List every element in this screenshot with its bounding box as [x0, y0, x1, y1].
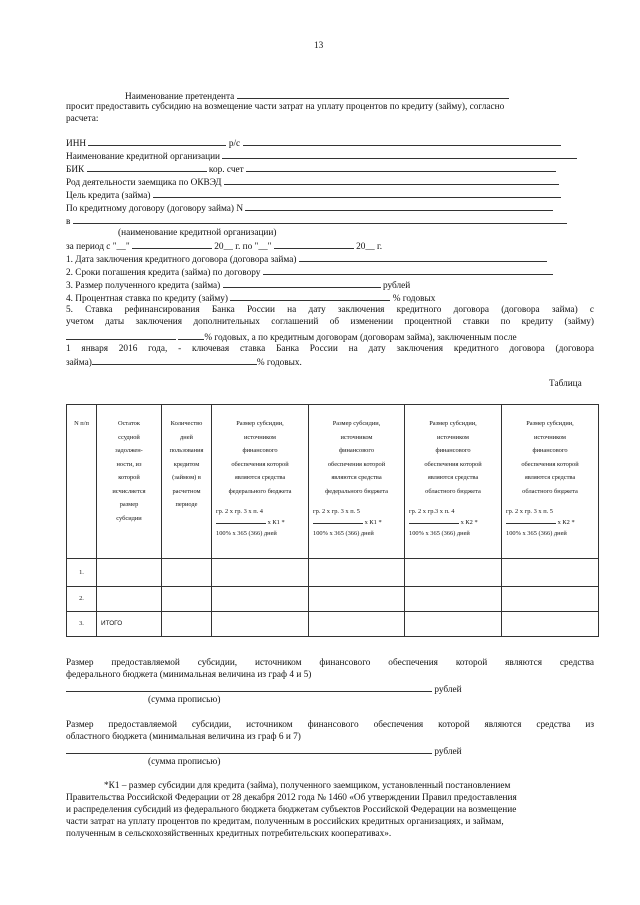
header-col-3	[162, 405, 212, 559]
contract-input[interactable]	[245, 201, 553, 211]
header-text: источником	[534, 433, 566, 441]
table-cell[interactable]	[405, 587, 502, 612]
federal-line1: Размер предоставляемой субсидии, источником финансового обеспечения которой являются средства	[66, 658, 594, 668]
contract-row	[66, 201, 553, 215]
footnote-line4: части затрат на уплату процентов по кредитам, полученным в российских кредитных организациях, и займам,	[66, 817, 504, 827]
regional-line1: Размер предоставляемой субсидии, источником финансового обеспечения которой являются средства из	[66, 720, 594, 730]
header-text: являются средства	[427, 474, 479, 481]
table-cell[interactable]	[162, 587, 212, 612]
inn-row	[66, 136, 561, 150]
okved-label: Род деятельности заемщика по ОКВЭД	[66, 178, 222, 188]
item5-line5-unit: % годовых.	[256, 358, 302, 368]
header-text: периоде	[175, 501, 198, 508]
header-text: которой	[118, 474, 140, 481]
item1-row	[66, 252, 547, 266]
item3-label: 3. Размер полученного кредита (займа)	[66, 281, 221, 291]
item5-line2: учетом даты заключения дополнительных соглашений об изменении процентной ставки по кредиту (займу)	[66, 317, 594, 327]
formula-den: 100% x 365 (366) дней	[313, 530, 374, 537]
credit-org-input[interactable]	[222, 149, 577, 159]
table-row-total	[67, 612, 599, 637]
header-text: являются средства	[331, 474, 382, 481]
federal-amount-unit: рублей	[434, 685, 462, 695]
formula-num: гр. 2 x гр. 3 x п. 5	[506, 508, 554, 515]
formula-num: гр. 2 x гр.3 x п. 4	[409, 508, 455, 515]
header-text: областного бюджета	[522, 487, 578, 495]
table-row	[67, 559, 599, 587]
header-text: обеспечения которой	[424, 460, 482, 468]
item5-line3-text: % годовых, а по кредитным договорам (договорам займа), заключенным после	[204, 333, 517, 343]
item3-input[interactable]	[223, 278, 381, 288]
header-text: финансового	[435, 447, 471, 454]
header-text: Размер субсидии,	[236, 420, 284, 427]
header-text: финансового	[338, 447, 375, 454]
applicant-input[interactable]	[237, 89, 509, 99]
header-text: N п/п	[74, 420, 89, 427]
period-to-input[interactable]	[274, 239, 354, 249]
item5-line4: 1 января 2016 года, - ключевая ставка Банка России на дату заключения кредитного договора (договора	[66, 344, 594, 354]
purpose-row	[66, 188, 561, 202]
header-col-7	[502, 405, 599, 559]
table-cell[interactable]	[212, 612, 309, 637]
ks-label: кор. счет	[208, 165, 244, 175]
formula-line	[309, 517, 404, 528]
formula-num: гр. 2 x гр. 3 x п. 4	[216, 508, 264, 515]
header-text: источником	[244, 433, 276, 441]
header-text: являются средства	[234, 474, 286, 481]
formula-line	[212, 517, 308, 528]
header-text: обеспечения которой	[231, 460, 289, 468]
formula-mult: x К2 *	[460, 519, 478, 526]
period-from-label: за период с "__"	[66, 242, 130, 252]
table-cell[interactable]	[502, 612, 599, 637]
header-text: кредитом	[173, 460, 200, 468]
header-text: обеспечения которой	[521, 460, 579, 468]
table-cell[interactable]	[212, 559, 309, 587]
item5-key-rate-input[interactable]	[92, 355, 257, 365]
bik-row	[66, 162, 556, 176]
header-text: являются средства	[524, 474, 576, 481]
in-input[interactable]	[73, 214, 567, 224]
formula-line	[502, 517, 598, 528]
header-col-1	[67, 405, 97, 559]
formula-num: гр. 2 x гр. 3 x п. 5	[313, 508, 361, 515]
formula-den: 100% x 365 (366) дней	[409, 530, 470, 537]
period-to-label: 20__ г. по "__"	[214, 242, 272, 252]
request-line-1: просит предоставить субсидию на возмещение части затрат на уплату процентов по кредиту (займу), согласно	[66, 102, 505, 112]
header-text: источником	[437, 433, 469, 441]
item5-line1: 5. Ставка рефинансирования Банка России на дату заключения кредитного договора (договора займа) с	[66, 305, 594, 315]
header-text: (займом) в	[172, 474, 201, 481]
in-label: в	[66, 217, 71, 227]
item5-rate-input-2[interactable]	[178, 330, 204, 340]
header-text: ссудной	[118, 433, 140, 441]
bik-input[interactable]	[87, 162, 207, 172]
bik-label: БИК	[66, 165, 85, 175]
item3-row	[66, 278, 410, 292]
header-text: финансового	[532, 447, 568, 454]
footnote-line3: и распределения субсидий из федерального бюджета бюджетам субъектов Российской Федерации на возмещение	[66, 805, 517, 815]
applicant-label: Наименование претендента	[125, 92, 235, 102]
header-text: Размер субсидии,	[332, 420, 381, 427]
period-year-label: 20__ г.	[356, 242, 383, 252]
table-cell[interactable]	[97, 559, 162, 587]
federal-amount-row	[66, 682, 462, 696]
page-number: 13	[314, 41, 324, 51]
footnote-line2: Правительства Российской Федерации от 28 декабря 2012 года № 1460 «Об утверждении Правил предоставления	[66, 793, 517, 803]
header-col-6	[405, 405, 502, 559]
row-number: 3.	[67, 612, 97, 637]
item2-row	[66, 265, 553, 279]
header-text: субсидии	[116, 514, 142, 522]
federal-line2: федерального бюджета (минимальная величина из граф 4 и 5)	[66, 670, 312, 680]
table-cell[interactable]	[405, 559, 502, 587]
header-text: Размер субсидии,	[429, 420, 477, 427]
header-text: ности, из	[116, 460, 142, 468]
row-number: 1.	[67, 559, 97, 587]
formula-den: 100% x 365 (366) дней	[216, 530, 277, 537]
header-col-4	[212, 405, 309, 559]
header-col-5	[309, 405, 405, 559]
table-cell[interactable]	[309, 587, 405, 612]
table-cell[interactable]	[162, 612, 212, 637]
inn-label: ИНН	[66, 139, 87, 149]
header-text: Размер субсидии,	[526, 420, 574, 427]
header-text: обеспечения которой	[327, 460, 386, 468]
header-text: областного бюджета	[425, 487, 481, 495]
header-text: источником	[340, 433, 373, 441]
regional-amount-unit: рублей	[434, 747, 462, 757]
item1-input[interactable]	[299, 252, 547, 262]
formula-mult: x К1 *	[364, 519, 382, 526]
formula-mult: x К2 *	[557, 519, 575, 526]
period-from-input[interactable]	[132, 239, 212, 249]
period-row	[66, 239, 382, 253]
total-label: ИТОГО	[97, 612, 162, 637]
credit-org-row	[66, 149, 577, 163]
item4-input[interactable]	[230, 291, 390, 301]
table-cell[interactable]	[97, 587, 162, 612]
formula-mult: x К1 *	[267, 519, 285, 526]
rs-label: р/с	[228, 139, 241, 149]
item4-row	[66, 291, 435, 305]
header-text: федерального бюджета	[325, 487, 388, 495]
item5-rate-input-1[interactable]	[66, 330, 176, 340]
item4-label: 4. Процентная ставка по кредиту (займу)	[66, 294, 229, 304]
credit-org-label: Наименование кредитной организации	[66, 152, 221, 162]
request-line-2: расчета:	[66, 114, 99, 124]
header-text: дней	[180, 433, 193, 441]
item2-label: 2. Сроки погашения кредита (займа) по договору	[66, 268, 261, 278]
footnote-line5: полученным в сельскохозяйственных кредитных потребительских кооперативах».	[66, 829, 392, 839]
regional-amount-input[interactable]	[66, 744, 432, 754]
header-text: размер	[119, 501, 139, 508]
item5-line5	[66, 355, 302, 369]
okved-row	[66, 175, 559, 189]
table-cell[interactable]	[405, 612, 502, 637]
table-cell[interactable]	[502, 559, 599, 587]
row-number: 2.	[67, 587, 97, 612]
okved-input[interactable]	[224, 175, 559, 185]
header-text: расчетном	[172, 487, 201, 495]
header-text: финансового	[242, 447, 278, 454]
table-cell[interactable]	[309, 612, 405, 637]
contract-label: По кредитному договору (договору займа) N	[66, 204, 244, 214]
header-col-2	[97, 405, 162, 559]
purpose-label: Цель кредита (займа)	[66, 191, 151, 201]
credit-org-caption: (наименование кредитной организации)	[118, 228, 277, 238]
item2-input[interactable]	[263, 265, 553, 275]
table-cell[interactable]	[309, 559, 405, 587]
item3-unit: рублей	[382, 281, 411, 291]
purpose-input[interactable]	[153, 188, 561, 198]
table-cell[interactable]	[162, 559, 212, 587]
header-text: федерального бюджета	[228, 487, 292, 495]
table-header-row	[67, 405, 599, 559]
item5-line5-label: займа)	[66, 358, 92, 368]
federal-amount-input[interactable]	[66, 682, 432, 692]
regional-amount-row	[66, 744, 462, 758]
inn-input[interactable]	[88, 136, 226, 146]
header-text: пользования	[169, 447, 204, 454]
in-row	[66, 214, 567, 228]
table-cell[interactable]	[502, 587, 599, 612]
header-text: исчисляется	[112, 487, 146, 495]
header-text: Остаток	[117, 420, 140, 427]
formula-line	[405, 517, 501, 528]
item4-unit: % годовых	[392, 294, 436, 304]
formula-den: 100% x 365 (366) дней	[506, 530, 567, 537]
table-cell[interactable]	[212, 587, 309, 612]
item1-label: 1. Дата заключения кредитного договора (договора займа)	[66, 255, 297, 265]
subsidy-table	[66, 404, 599, 637]
rs-input[interactable]	[243, 136, 561, 146]
regional-caption: (сумма прописью)	[148, 757, 221, 767]
header-text: задолжен-	[115, 447, 143, 454]
regional-line2: областного бюджета (минимальная величина из граф 6 и 7)	[66, 732, 301, 742]
table-row	[67, 587, 599, 612]
table-label: Таблица	[549, 379, 582, 389]
ks-input[interactable]	[246, 162, 556, 172]
header-text: Количество	[170, 420, 203, 427]
federal-caption: (сумма прописью)	[148, 695, 221, 705]
footnote-line1: *К1 – размер субсидии для кредита (займа), полученного заемщиком, установленный постановлением	[104, 781, 511, 791]
item5-line3	[66, 330, 517, 344]
